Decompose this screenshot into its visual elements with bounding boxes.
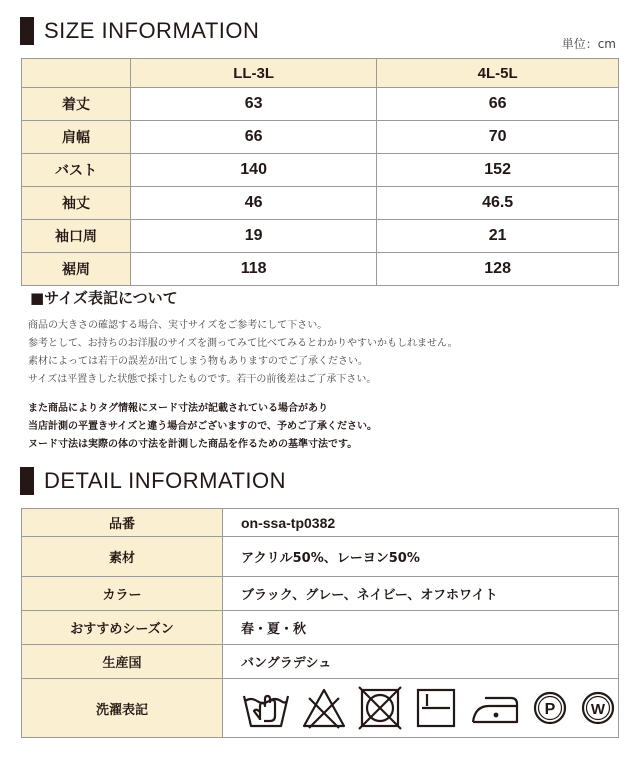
bold-note-line: また商品によりタグ情報にヌード寸法が記載されている場合があり [28, 403, 328, 414]
detail-value: on-ssa-tp0382 [223, 509, 619, 537]
section-marker [20, 17, 34, 45]
size-value: 66 [131, 121, 377, 154]
size-table-header-row [22, 59, 619, 88]
table-row [22, 645, 619, 679]
row-label: 袖口周 [22, 220, 131, 253]
care-symbols-cell [223, 679, 619, 738]
detail-label: カラー [22, 577, 223, 611]
table-row [22, 537, 619, 577]
size-column-header: LL-3L [131, 59, 377, 88]
table-row [22, 220, 619, 253]
professional-dry-clean-icon [531, 686, 569, 730]
size-value: 46.5 [377, 187, 619, 220]
flat-dry-icon [413, 686, 459, 730]
size-notes [28, 317, 458, 389]
detail-label: 素材 [22, 537, 223, 577]
detail-label: 洗濯表記 [22, 679, 223, 738]
note-line: 素材によっては若干の誤差が出てしまう物もありますのでご了承ください。 [28, 356, 368, 367]
table-row [22, 509, 619, 537]
size-value: 140 [131, 154, 377, 187]
size-section-header [20, 17, 259, 45]
detail-value: ブラック、グレー、ネイビー、オフホワイト [223, 577, 619, 611]
detail-table [21, 508, 619, 738]
size-section-title: SIZE INFORMATION [44, 18, 260, 43]
row-label: 袖丈 [22, 187, 131, 220]
size-value: 46 [131, 187, 377, 220]
professional-wet-clean-icon [579, 686, 617, 730]
care-letter: W [590, 701, 606, 718]
detail-label: 生産国 [22, 645, 223, 679]
detail-section-title: DETAIL INFORMATION [44, 468, 287, 493]
table-row [22, 679, 619, 738]
size-value: 19 [131, 220, 377, 253]
hand-wash-icon [241, 686, 291, 730]
no-tumble-dry-icon [357, 686, 403, 730]
bold-note-line: ヌード寸法は実際の体の寸法を計測した商品を作るための基準寸法です。 [28, 439, 358, 450]
size-value: 118 [131, 253, 377, 286]
detail-value: バングラデシュ [223, 645, 619, 679]
size-notes-heading: ■サイズ表記について [30, 289, 178, 307]
size-table [21, 58, 619, 286]
care-symbols [241, 686, 617, 730]
size-value: 152 [377, 154, 619, 187]
size-value: 66 [377, 88, 619, 121]
note-line: 参考として、お持ちのお洋服のサイズを測ってみて比べてみるとわかりやすいかもしれません。 [28, 338, 458, 349]
size-table-corner [22, 59, 131, 88]
table-row [22, 253, 619, 286]
iron-low-icon [469, 686, 521, 730]
size-value: 63 [131, 88, 377, 121]
size-notes-bold [28, 400, 377, 454]
detail-label: おすすめシーズン [22, 611, 223, 645]
table-row [22, 577, 619, 611]
size-column-header: 4L-5L [377, 59, 619, 88]
row-label: バスト [22, 154, 131, 187]
table-row [22, 154, 619, 187]
table-row [22, 88, 619, 121]
size-value: 70 [377, 121, 619, 154]
row-label: 肩幅 [22, 121, 131, 154]
size-value: 128 [377, 253, 619, 286]
row-label: 裾周 [22, 253, 131, 286]
detail-section-header [20, 467, 286, 495]
table-row [22, 611, 619, 645]
table-row [22, 187, 619, 220]
note-line: サイズは平置きした状態で採寸したものです。若干の前後差はご了承下さい。 [28, 374, 377, 385]
detail-value: 春・夏・秋 [223, 611, 619, 645]
no-bleach-icon [301, 686, 347, 730]
note-line: 商品の大きさの確認する場合、実寸サイズをご参考にして下さい。 [28, 320, 328, 331]
detail-label: 品番 [22, 509, 223, 537]
unit-label: 単位：cm [561, 37, 616, 51]
bold-note-line: 当店計測の平置きサイズと違う場合がございますので、予めご了承ください。 [28, 421, 377, 432]
table-row [22, 121, 619, 154]
row-label: 着丈 [22, 88, 131, 121]
section-marker [20, 467, 34, 495]
detail-value: アクリル50%、レーヨン50% [223, 537, 619, 577]
care-letter: P [544, 701, 556, 718]
size-value: 21 [377, 220, 619, 253]
